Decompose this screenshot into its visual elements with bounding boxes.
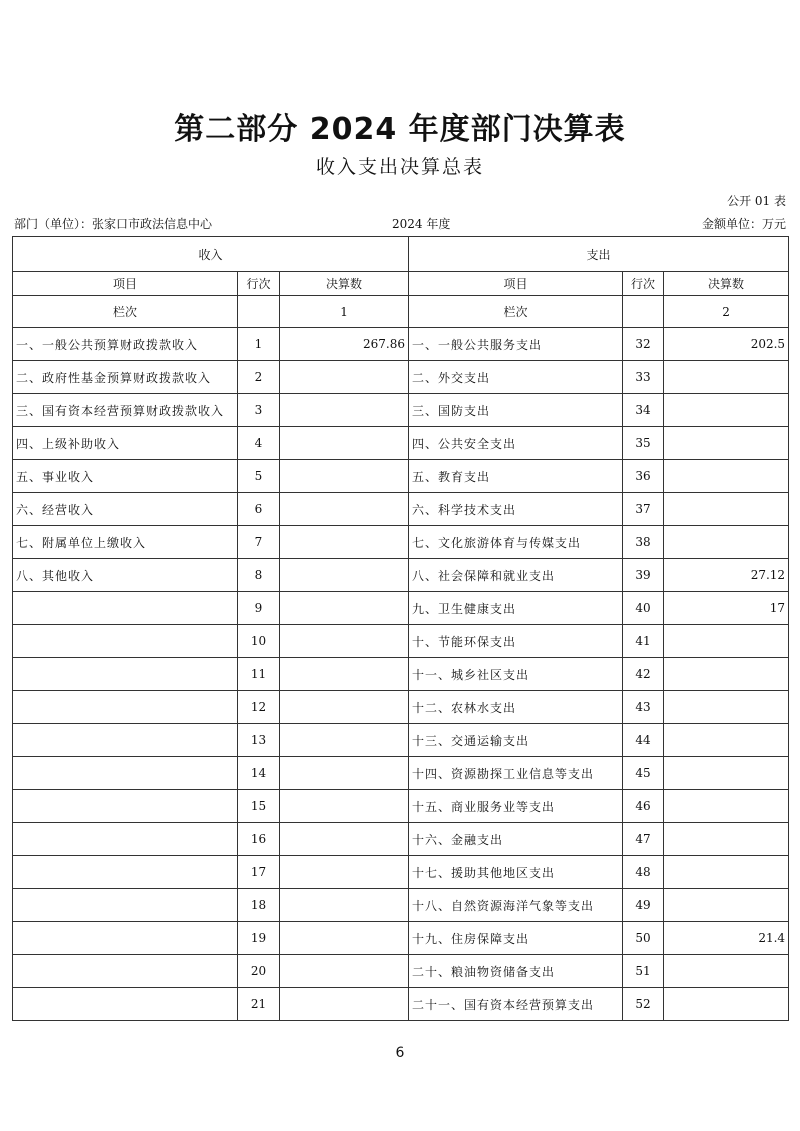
income-amount-cell bbox=[280, 592, 409, 625]
expense-item-cell: 十六、金融支出 bbox=[409, 823, 623, 856]
expense-line-cell: 37 bbox=[623, 493, 664, 526]
income-line-cell: 9 bbox=[238, 592, 280, 625]
expense-line-cell: 34 bbox=[623, 394, 664, 427]
income-item-cell: 六、经营收入 bbox=[13, 493, 238, 526]
income-item-cell bbox=[13, 823, 238, 856]
expense-amount-cell bbox=[664, 988, 789, 1021]
table-row bbox=[13, 988, 789, 1021]
income-amount-cell bbox=[280, 922, 409, 955]
expense-line-cell: 33 bbox=[623, 361, 664, 394]
expense-amount-cell bbox=[664, 625, 789, 658]
income-amount-header: 决算数 bbox=[280, 272, 409, 296]
expense-line-cell: 46 bbox=[623, 790, 664, 823]
income-amount-cell bbox=[280, 526, 409, 559]
expense-amount-cell bbox=[664, 724, 789, 757]
expense-line-cell: 52 bbox=[623, 988, 664, 1021]
document-subtitle: 收入支出决算总表 bbox=[315, 156, 484, 178]
expense-line-cell: 41 bbox=[623, 625, 664, 658]
income-amount-cell bbox=[280, 856, 409, 889]
income-item-cell bbox=[13, 724, 238, 757]
expense-item-cell: 五、教育支出 bbox=[409, 460, 623, 493]
expense-item-cell: 二十、粮油物资储备支出 bbox=[409, 955, 623, 988]
income-line-cell: 14 bbox=[238, 757, 280, 790]
expense-item-cell: 二十一、国有资本经营预算支出 bbox=[409, 988, 623, 1021]
income-item-header: 项目 bbox=[13, 272, 238, 296]
income-line-cell: 2 bbox=[238, 361, 280, 394]
table-row bbox=[13, 361, 789, 394]
expense-line-cell: 35 bbox=[623, 427, 664, 460]
amount-unit: 金额单位：万元 bbox=[701, 217, 786, 231]
income-line-cell: 21 bbox=[238, 988, 280, 1021]
income-line-cell: 7 bbox=[238, 526, 280, 559]
table-row bbox=[13, 922, 789, 955]
expense-amount-cell bbox=[664, 889, 789, 922]
table-row bbox=[13, 889, 789, 922]
income-item-cell bbox=[13, 625, 238, 658]
income-line-cell: 15 bbox=[238, 790, 280, 823]
income-line-cell: 20 bbox=[238, 955, 280, 988]
table-row bbox=[13, 757, 789, 790]
expense-amount-cell bbox=[664, 526, 789, 559]
income-line-cell: 10 bbox=[238, 625, 280, 658]
income-item-cell bbox=[13, 889, 238, 922]
expense-line-cell: 42 bbox=[623, 658, 664, 691]
income-amount-cell bbox=[280, 691, 409, 724]
expense-item-cell: 十七、援助其他地区支出 bbox=[409, 856, 623, 889]
fiscal-year: 2024 年度 bbox=[392, 217, 451, 231]
budget-table bbox=[12, 236, 789, 1021]
expense-line-cell: 44 bbox=[623, 724, 664, 757]
expense-item-cell: 十一、城乡社区支出 bbox=[409, 658, 623, 691]
income-lanci-blank bbox=[238, 296, 280, 328]
income-item-cell bbox=[13, 955, 238, 988]
expense-line-cell: 50 bbox=[623, 922, 664, 955]
expense-item-cell: 十二、农林水支出 bbox=[409, 691, 623, 724]
table-row bbox=[13, 724, 789, 757]
expense-item-cell: 一、一般公共服务支出 bbox=[409, 328, 623, 361]
income-line-cell: 6 bbox=[238, 493, 280, 526]
expense-amount-cell bbox=[664, 856, 789, 889]
expense-item-cell: 九、卫生健康支出 bbox=[409, 592, 623, 625]
expense-item-header: 项目 bbox=[409, 272, 623, 296]
table-row bbox=[13, 460, 789, 493]
expense-lanci-label: 栏次 bbox=[409, 296, 623, 328]
income-amount-cell: 267.86 bbox=[280, 328, 409, 361]
income-amount-cell bbox=[280, 460, 409, 493]
expense-item-cell: 三、国防支出 bbox=[409, 394, 623, 427]
income-amount-cell bbox=[280, 559, 409, 592]
income-line-cell: 16 bbox=[238, 823, 280, 856]
income-item-cell: 八、其他收入 bbox=[13, 559, 238, 592]
expense-amount-cell bbox=[664, 361, 789, 394]
income-amount-cell bbox=[280, 955, 409, 988]
expense-item-cell: 六、科学技术支出 bbox=[409, 493, 623, 526]
expense-line-cell: 39 bbox=[623, 559, 664, 592]
document-title: 第二部分 2024 年度部门决算表 bbox=[174, 112, 626, 147]
table-row bbox=[13, 823, 789, 856]
income-line-cell: 17 bbox=[238, 856, 280, 889]
expense-line-cell: 32 bbox=[623, 328, 664, 361]
table-row bbox=[13, 691, 789, 724]
expense-item-cell: 十九、住房保障支出 bbox=[409, 922, 623, 955]
table-row bbox=[13, 592, 789, 625]
income-amount-cell bbox=[280, 724, 409, 757]
income-item-cell bbox=[13, 856, 238, 889]
table-row bbox=[13, 394, 789, 427]
expense-line-cell: 36 bbox=[623, 460, 664, 493]
expense-amount-header: 决算数 bbox=[664, 272, 789, 296]
expense-lanci-col: 2 bbox=[664, 296, 789, 328]
expense-amount-cell bbox=[664, 823, 789, 856]
income-item-cell bbox=[13, 922, 238, 955]
income-item-cell bbox=[13, 757, 238, 790]
income-amount-cell bbox=[280, 493, 409, 526]
income-item-cell: 七、附属单位上缴收入 bbox=[13, 526, 238, 559]
income-line-cell: 13 bbox=[238, 724, 280, 757]
table-row bbox=[13, 658, 789, 691]
expense-item-cell: 十四、资源勘探工业信息等支出 bbox=[409, 757, 623, 790]
income-amount-cell bbox=[280, 790, 409, 823]
income-item-cell bbox=[13, 658, 238, 691]
table-row bbox=[13, 526, 789, 559]
income-amount-cell bbox=[280, 361, 409, 394]
table-row bbox=[13, 856, 789, 889]
column-header-row bbox=[13, 272, 789, 296]
income-item-cell: 四、上级补助收入 bbox=[13, 427, 238, 460]
income-amount-cell bbox=[280, 427, 409, 460]
expense-item-cell: 十八、自然资源海洋气象等支出 bbox=[409, 889, 623, 922]
expense-item-cell: 四、公共安全支出 bbox=[409, 427, 623, 460]
income-line-cell: 19 bbox=[238, 922, 280, 955]
income-line-cell: 18 bbox=[238, 889, 280, 922]
expense-line-cell: 45 bbox=[623, 757, 664, 790]
expense-amount-cell bbox=[664, 394, 789, 427]
expense-amount-cell bbox=[664, 757, 789, 790]
expense-item-cell: 十三、交通运输支出 bbox=[409, 724, 623, 757]
expense-item-cell: 二、外交支出 bbox=[409, 361, 623, 394]
income-item-cell bbox=[13, 790, 238, 823]
expense-amount-cell bbox=[664, 691, 789, 724]
expense-line-cell: 49 bbox=[623, 889, 664, 922]
expense-amount-cell: 21.4 bbox=[664, 922, 789, 955]
expense-line-cell: 40 bbox=[623, 592, 664, 625]
expense-line-cell: 38 bbox=[623, 526, 664, 559]
expense-item-cell: 七、文化旅游体育与传媒支出 bbox=[409, 526, 623, 559]
expense-line-cell: 51 bbox=[623, 955, 664, 988]
table-row bbox=[13, 559, 789, 592]
income-item-cell bbox=[13, 988, 238, 1021]
table-row bbox=[13, 427, 789, 460]
income-amount-cell bbox=[280, 757, 409, 790]
table-row bbox=[13, 955, 789, 988]
income-item-cell: 一、一般公共预算财政拨款收入 bbox=[13, 328, 238, 361]
income-amount-cell bbox=[280, 889, 409, 922]
department-label: 部门（单位）：张家口市政法信息中心 bbox=[14, 217, 213, 231]
expense-amount-cell bbox=[664, 955, 789, 988]
income-line-cell: 3 bbox=[238, 394, 280, 427]
income-line-cell: 5 bbox=[238, 460, 280, 493]
expense-amount-cell: 202.5 bbox=[664, 328, 789, 361]
expense-section-header: 支出 bbox=[409, 237, 789, 272]
income-item-cell bbox=[13, 691, 238, 724]
expense-line-header: 行次 bbox=[623, 272, 664, 296]
meta-row bbox=[14, 215, 786, 233]
lanci-row bbox=[13, 296, 789, 328]
expense-lanci-blank bbox=[623, 296, 664, 328]
income-amount-cell bbox=[280, 988, 409, 1021]
income-item-cell: 三、国有资本经营预算财政拨款收入 bbox=[13, 394, 238, 427]
income-item-cell: 二、政府性基金预算财政拨款收入 bbox=[13, 361, 238, 394]
income-line-header: 行次 bbox=[238, 272, 280, 296]
expense-amount-cell bbox=[664, 493, 789, 526]
table-row bbox=[13, 790, 789, 823]
income-line-cell: 4 bbox=[238, 427, 280, 460]
income-line-cell: 11 bbox=[238, 658, 280, 691]
expense-item-cell: 十、节能环保支出 bbox=[409, 625, 623, 658]
table-row bbox=[13, 625, 789, 658]
expense-amount-cell: 17 bbox=[664, 592, 789, 625]
expense-amount-cell: 27.12 bbox=[664, 559, 789, 592]
income-item-cell bbox=[13, 592, 238, 625]
income-line-cell: 12 bbox=[238, 691, 280, 724]
income-lanci-label: 栏次 bbox=[13, 296, 238, 328]
expense-amount-cell bbox=[664, 460, 789, 493]
income-line-cell: 8 bbox=[238, 559, 280, 592]
income-lanci-col: 1 bbox=[280, 296, 409, 328]
income-section-header: 收入 bbox=[13, 237, 409, 272]
income-amount-cell bbox=[280, 625, 409, 658]
page-number: 6 bbox=[395, 1045, 405, 1061]
table-row bbox=[13, 493, 789, 526]
income-amount-cell bbox=[280, 658, 409, 691]
expense-line-cell: 48 bbox=[623, 856, 664, 889]
expense-line-cell: 47 bbox=[623, 823, 664, 856]
income-amount-cell bbox=[280, 394, 409, 427]
table-row bbox=[13, 328, 789, 361]
expense-item-cell: 八、社会保障和就业支出 bbox=[409, 559, 623, 592]
expense-amount-cell bbox=[664, 658, 789, 691]
income-amount-cell bbox=[280, 823, 409, 856]
income-line-cell: 1 bbox=[238, 328, 280, 361]
expense-line-cell: 43 bbox=[623, 691, 664, 724]
form-code: 公开 01 表 bbox=[727, 194, 786, 208]
expense-amount-cell bbox=[664, 427, 789, 460]
expense-item-cell: 十五、商业服务业等支出 bbox=[409, 790, 623, 823]
expense-amount-cell bbox=[664, 790, 789, 823]
section-header-row bbox=[13, 237, 789, 272]
income-item-cell: 五、事业收入 bbox=[13, 460, 238, 493]
